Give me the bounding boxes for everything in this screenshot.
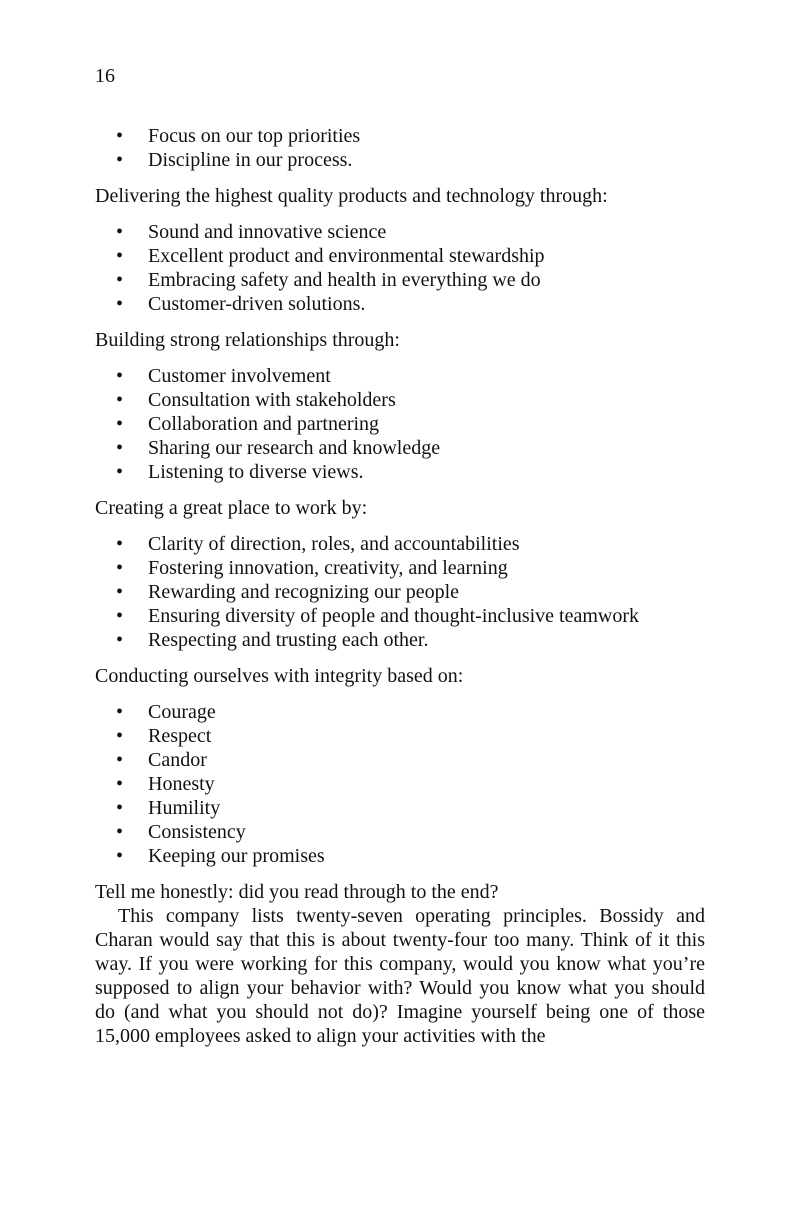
bullet-icon: • (116, 389, 124, 411)
question-line: Tell me honestly: did you read through to the end? (95, 881, 499, 903)
list-item-text: Fostering innovation, creativity, and learning (148, 557, 508, 579)
list-item-text: Listening to diverse views. (148, 461, 364, 483)
bullet-icon: • (116, 797, 124, 819)
list-item (95, 220, 705, 244)
list-item-text: Honesty (148, 773, 215, 795)
bullet-icon: • (116, 149, 124, 171)
bullet-icon: • (116, 605, 124, 627)
section-intro: Conducting ourselves with integrity based on: (95, 665, 464, 687)
list-item-text: Sharing our research and knowledge (148, 437, 441, 459)
list-item (95, 268, 705, 292)
bullet-icon: • (116, 821, 124, 843)
bullet-icon: • (116, 245, 124, 267)
bullet-icon: • (116, 365, 124, 387)
list-item (95, 628, 705, 652)
list-item-text: Embracing safety and health in everything we do (148, 269, 541, 291)
list-item-text: Humility (148, 797, 221, 819)
bullet-icon: • (116, 437, 124, 459)
list-item (95, 748, 705, 772)
bullet-list (95, 532, 705, 652)
list-item-text: Collaboration and partnering (148, 413, 380, 435)
list-item (95, 844, 705, 868)
list-item-text: Rewarding and recognizing our people (148, 581, 460, 603)
bullet-icon: • (116, 125, 124, 147)
list-item (95, 556, 705, 580)
page-content (95, 124, 705, 1048)
list-item (95, 436, 705, 460)
bullet-icon: • (116, 725, 124, 747)
bullet-icon: • (116, 773, 124, 795)
bullet-icon: • (116, 293, 124, 315)
list-item-text: Clarity of direction, roles, and accountabilities (148, 533, 520, 555)
list-item (95, 796, 705, 820)
section-intro: Delivering the highest quality products and technology through: (95, 185, 608, 207)
list-item (95, 292, 705, 316)
list-item (95, 364, 705, 388)
list-item-text: Discipline in our process. (148, 149, 353, 171)
list-item (95, 460, 705, 484)
list-item-text: Customer involvement (148, 365, 331, 387)
body-paragraph: This company lists twenty-seven operating principles. Bossidy and Charan would say that this is about twenty-four too many. Think of it this way. If you were working for this company, would you know what you’re supposed to align your behavior with? Would you know what you should do (and what you should not do)? Imagine yourself being one of those 15,000 employees asked to align your activities with the (95, 905, 705, 1047)
principles-list (95, 124, 705, 868)
bullet-icon: • (116, 701, 124, 723)
list-item-text: Excellent product and environmental stewardship (148, 245, 545, 267)
list-item-text: Respecting and trusting each other. (148, 629, 429, 651)
bullet-list (95, 220, 705, 316)
section-intro: Building strong relationships through: (95, 329, 400, 351)
list-item (95, 148, 705, 172)
bullet-list (95, 364, 705, 484)
bullet-icon: • (116, 557, 124, 579)
list-item (95, 604, 705, 628)
list-item (95, 124, 705, 148)
bullet-icon: • (116, 749, 124, 771)
list-item (95, 388, 705, 412)
list-item-text: Consistency (148, 821, 246, 843)
bullet-list (95, 124, 705, 172)
page-number: 16 (95, 65, 115, 87)
list-item-text: Respect (148, 725, 212, 747)
bullet-icon: • (116, 269, 124, 291)
list-item (95, 532, 705, 556)
bullet-list (95, 700, 705, 868)
bullet-icon: • (116, 629, 124, 651)
list-item-text: Keeping our promises (148, 845, 325, 867)
section-intro: Creating a great place to work by: (95, 497, 368, 519)
list-item (95, 724, 705, 748)
list-item-text: Ensuring diversity of people and thought-inclusive teamwork (148, 605, 640, 627)
bullet-icon: • (116, 461, 124, 483)
bullet-icon: • (116, 221, 124, 243)
list-item (95, 412, 705, 436)
list-item-text: Consultation with stakeholders (148, 389, 396, 411)
list-item (95, 700, 705, 724)
bullet-icon: • (116, 533, 124, 555)
bullet-icon: • (116, 413, 124, 435)
list-item-text: Courage (148, 701, 216, 723)
bullet-icon: • (116, 581, 124, 603)
list-item-text: Candor (148, 749, 207, 771)
list-item (95, 580, 705, 604)
list-item (95, 820, 705, 844)
list-item (95, 772, 705, 796)
list-item-text: Sound and innovative science (148, 221, 387, 243)
list-item (95, 244, 705, 268)
list-item-text: Focus on our top priorities (148, 125, 361, 147)
bullet-icon: • (116, 845, 124, 867)
list-item-text: Customer-driven solutions. (148, 293, 366, 315)
